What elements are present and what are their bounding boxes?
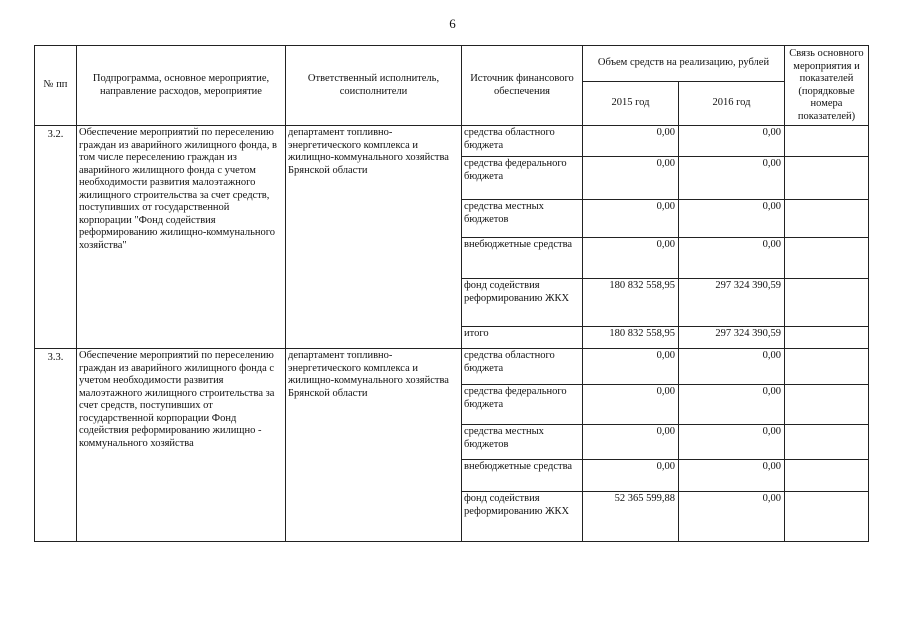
section-program: Обеспечение мероприятий по переселению граждан из аварийного жилищного фонда с учетом необходимости развития малоэтажного жилищного строительства за счет средств, поступивших от государственной корпорации Фонд содействия реформированию жилищно - коммунального хозяйства: [77, 349, 286, 542]
value-2015: 180 832 558,95: [583, 279, 679, 327]
link-cell: [785, 200, 869, 238]
source-cell: средства местных бюджетов: [462, 200, 583, 238]
source-cell: фонд содействия реформированию ЖКХ: [462, 492, 583, 542]
value-2016: 0,00: [679, 460, 785, 492]
value-2015-total: 180 832 558,95: [583, 327, 679, 349]
source-cell: средства федерального бюджета: [462, 157, 583, 200]
table-row: [35, 349, 869, 385]
value-2016: 0,00: [679, 492, 785, 542]
financing-table: [34, 45, 869, 542]
header-executor: Ответственный исполнитель, соисполнители: [286, 46, 462, 126]
header-link: Связь основного мероприятия и показателей (порядковые номера показателей): [785, 46, 869, 126]
header-year-2016: 2016 год: [679, 82, 785, 126]
header-volume: Объем средств на реализацию, рублей: [583, 46, 785, 82]
value-2016-total: 297 324 390,59: [679, 327, 785, 349]
page-number: 6: [449, 16, 456, 31]
value-2016: 0,00: [679, 126, 785, 157]
header-num: № пп: [35, 46, 77, 126]
value-2015: 0,00: [583, 425, 679, 460]
value-2015: 0,00: [583, 385, 679, 425]
link-cell: [785, 157, 869, 200]
value-2016: 0,00: [679, 157, 785, 200]
section-number: 3.3.: [35, 349, 77, 542]
link-cell: [785, 385, 869, 425]
header-program: Подпрограмма, основное мероприятие, направление расходов, мероприятие: [77, 46, 286, 126]
value-2015: 0,00: [583, 349, 679, 385]
section-program: Обеспечение мероприятий по переселению граждан из аварийного жилищного фонда, в том числе переселению граждан из аварийного жилищного фонда с учетом необходимости развития малоэтажного жилищного строительства за счет средств, поступивших от государственной корпорации "Фонд содействия реформированию жилищно-коммунального хозяйства": [77, 126, 286, 349]
source-cell: средства федерального бюджета: [462, 385, 583, 425]
source-cell: фонд содействия реформированию ЖКХ: [462, 279, 583, 327]
header-year-2015: 2015 год: [583, 82, 679, 126]
value-2015: 0,00: [583, 200, 679, 238]
source-cell: средства местных бюджетов: [462, 425, 583, 460]
table-row: [35, 126, 869, 157]
value-2016: 0,00: [679, 385, 785, 425]
section-number: 3.2.: [35, 126, 77, 349]
link-cell: [785, 126, 869, 157]
value-2015: 0,00: [583, 157, 679, 200]
link-cell: [785, 492, 869, 542]
link-cell: [785, 238, 869, 279]
source-cell-total: итого: [462, 327, 583, 349]
value-2016: 0,00: [679, 349, 785, 385]
source-cell: внебюджетные средства: [462, 238, 583, 279]
link-cell: [785, 349, 869, 385]
value-2015: 0,00: [583, 126, 679, 157]
link-cell: [785, 425, 869, 460]
section-executor: департамент топливно-энергетического комплекса и жилищно-коммунального хозяйства Брянской области: [286, 126, 462, 349]
link-cell: [785, 279, 869, 327]
value-2016: 0,00: [679, 238, 785, 279]
value-2016: 0,00: [679, 425, 785, 460]
value-2015: 0,00: [583, 238, 679, 279]
header-row: [35, 46, 869, 82]
source-cell: средства областного бюджета: [462, 349, 583, 385]
header-source: Источник финансового обеспечения: [462, 46, 583, 126]
value-2016: 297 324 390,59: [679, 279, 785, 327]
section-executor: департамент топливно-энергетического комплекса и жилищно-коммунального хозяйства Брянской области: [286, 349, 462, 542]
value-2015: 0,00: [583, 460, 679, 492]
source-cell: внебюджетные средства: [462, 460, 583, 492]
link-cell: [785, 460, 869, 492]
value-2016: 0,00: [679, 200, 785, 238]
source-cell: средства областного бюджета: [462, 126, 583, 157]
value-2015: 52 365 599,88: [583, 492, 679, 542]
link-cell: [785, 327, 869, 349]
